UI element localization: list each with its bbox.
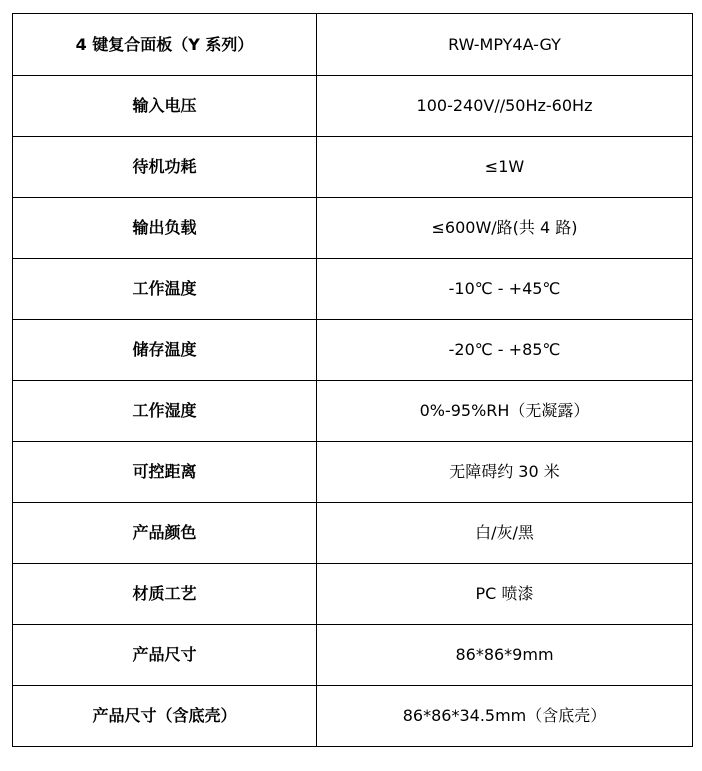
table-row: [13, 76, 693, 137]
spec-value: PC 喷漆: [317, 564, 693, 625]
spec-value: 白/灰/黑: [317, 503, 693, 564]
table-row: [13, 625, 693, 686]
spec-label: 工作湿度: [13, 381, 317, 442]
spec-label: 产品尺寸: [13, 625, 317, 686]
table-row: [13, 14, 693, 76]
table-row: [13, 381, 693, 442]
spec-label: 储存温度: [13, 320, 317, 381]
spec-value: RW-MPY4A-GY: [317, 14, 693, 76]
spec-label: 产品颜色: [13, 503, 317, 564]
spec-label: 材质工艺: [13, 564, 317, 625]
spec-value: 100-240V//50Hz-60Hz: [317, 76, 693, 137]
spec-value: 无障碍约 30 米: [317, 442, 693, 503]
table-row: [13, 686, 693, 747]
spec-label: 输出负载: [13, 198, 317, 259]
table-row: [13, 320, 693, 381]
spec-value: -10℃ - +45℃: [317, 259, 693, 320]
table-row: [13, 198, 693, 259]
spec-value: ≤1W: [317, 137, 693, 198]
spec-value: ≤600W/路(共 4 路): [317, 198, 693, 259]
spec-value: 86*86*9mm: [317, 625, 693, 686]
spec-value: 0%-95%RH（无凝露）: [317, 381, 693, 442]
spec-label: 4 键复合面板（Y 系列）: [13, 14, 317, 76]
spec-label: 产品尺寸（含底壳）: [13, 686, 317, 747]
spec-label: 工作温度: [13, 259, 317, 320]
spec-label: 待机功耗: [13, 137, 317, 198]
table-row: [13, 564, 693, 625]
spec-label: 可控距离: [13, 442, 317, 503]
spec-value: 86*86*34.5mm（含底壳）: [317, 686, 693, 747]
table-row: [13, 137, 693, 198]
table-row: [13, 503, 693, 564]
spec-label: 输入电压: [13, 76, 317, 137]
table-row: [13, 442, 693, 503]
spec-value: -20℃ - +85℃: [317, 320, 693, 381]
table-row: [13, 259, 693, 320]
spec-table: [12, 13, 693, 747]
